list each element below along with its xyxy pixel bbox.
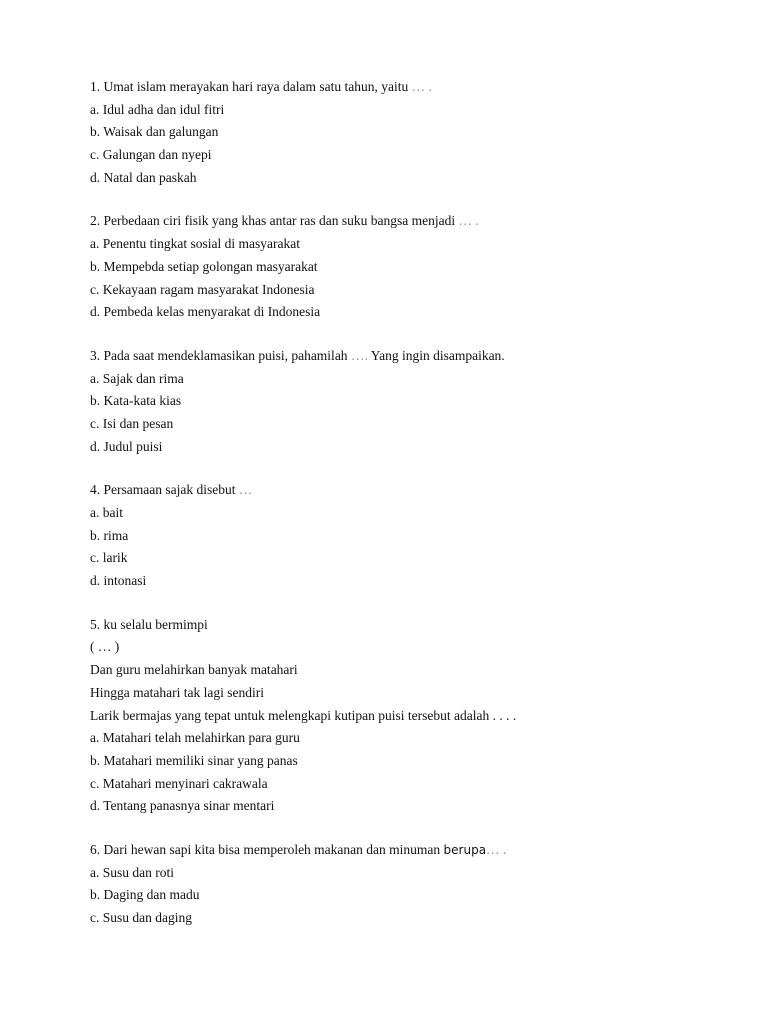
- stem-text: 1. Umat islam merayakan hari raya dalam satu tahun, yaitu: [90, 79, 409, 94]
- stem-ellipsis: ….: [350, 347, 368, 363]
- option-b: b. Daging dan madu: [90, 887, 200, 903]
- question-stem: [90, 210, 728, 233]
- poem-line-1: 5. ku selalu bermimpi: [90, 616, 208, 632]
- option-a: a. Penentu tingkat sosial di masyarakat: [90, 236, 300, 252]
- option-a: a. Sajak dan rima: [90, 370, 184, 386]
- question-4: [90, 479, 728, 592]
- option-a: a. Susu dan roti: [90, 864, 174, 880]
- option-b: b. Waisak dan galungan: [90, 124, 219, 140]
- option-c: c. larik: [90, 550, 128, 566]
- question-5: [90, 614, 728, 818]
- question-stem: [90, 76, 728, 99]
- poem-line-4: Hingga matahari tak lagi sendiri: [90, 684, 264, 700]
- option-c: c. Isi dan pesan: [90, 415, 174, 431]
- question-stem: [90, 839, 728, 862]
- question-6: [90, 839, 728, 930]
- option-c: c. Kekayaan ragam masyarakat Indonesia: [90, 281, 315, 297]
- option-c: c. Matahari menyinari cakrawala: [90, 775, 268, 791]
- option-d: d. Judul puisi: [90, 438, 163, 454]
- stem-word: berupa: [443, 842, 487, 857]
- question-2: [90, 210, 728, 323]
- option-b: b. Kata-kata kias: [90, 393, 182, 409]
- stem-text: 3. Pada saat mendeklamasikan puisi, pahamilah: [90, 347, 348, 363]
- option-c: c. Galungan dan nyepi: [90, 147, 212, 163]
- stem-ellipsis: …: [238, 482, 253, 498]
- stem-ellipsis: … .: [486, 841, 507, 857]
- option-a: a. bait: [90, 505, 123, 520]
- option-c: c. Susu dan daging: [90, 910, 192, 925]
- option-d: d. Tentang panasnya sinar mentari: [90, 798, 275, 814]
- question-1: [90, 76, 728, 189]
- stem-text: 6. Dari hewan sapi kita bisa memperoleh makanan dan minuman: [90, 841, 441, 857]
- option-b: b. Matahari memiliki sinar yang panas: [90, 752, 298, 768]
- stem-ellipsis: … .: [411, 79, 432, 94]
- poem-line-2: ( … ): [90, 639, 120, 655]
- option-d: d. intonasi: [90, 573, 147, 589]
- question-3: [90, 345, 728, 458]
- stem-ellipsis: … .: [458, 213, 479, 229]
- option-d: d. Natal dan paskah: [90, 169, 197, 185]
- option-b: b. Mempebda setiap golongan masyarakat: [90, 258, 318, 274]
- question-stem: [90, 479, 728, 502]
- option-a: a. Matahari telah melahirkan para guru: [90, 730, 300, 746]
- question-stem: [90, 345, 728, 368]
- option-b: b. rima: [90, 527, 129, 543]
- option-a: a. Idul adha dan idul fitri: [90, 101, 225, 117]
- stem-text: 4. Persamaan sajak disebut: [90, 482, 236, 498]
- stem-text: 2. Perbedaan ciri fisik yang khas antar ras dan suku bangsa menjadi: [90, 213, 456, 229]
- question-stem: Larik bermajas yang tepat untuk melengkapi kutipan puisi tersebut adalah . . . .: [90, 707, 517, 723]
- option-d: d. Pembeda kelas menyarakat di Indonesia: [90, 304, 321, 320]
- stem-text-rest: Yang ingin disampaikan.: [370, 347, 505, 363]
- poem-line-3: Dan guru melahirkan banyak matahari: [90, 662, 298, 678]
